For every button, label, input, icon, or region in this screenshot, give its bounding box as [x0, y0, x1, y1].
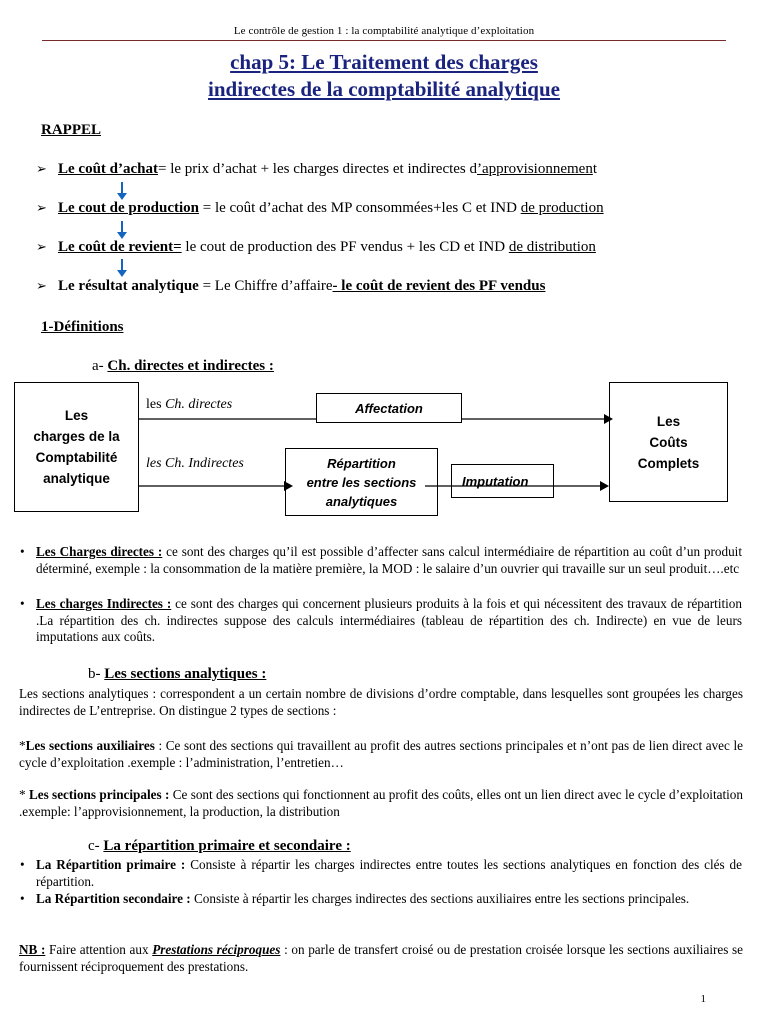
recap-text-underlined: - le coût de revient des PF vendus [332, 278, 546, 294]
box-line: charges de la [33, 429, 120, 444]
subsection-prefix: b- [88, 666, 105, 682]
box-imputation: Imputation [451, 464, 554, 498]
bullet-arrow-icon: ➢ [36, 239, 47, 254]
star-marker: * [19, 738, 26, 753]
box-line: Complets [637, 455, 700, 471]
bullet-text: Consiste à répartir les charges indirectes entre toutes les sections analytiques en fonction des clés de répartition. [36, 857, 742, 889]
box-line: entre les sections [306, 474, 417, 490]
text: : Ce sont des sections qui travaillent au profit des autres sections principales et n’ont pas de lien direct avec le cycle d’exploitation .exemple : l’administration, l’entretien… [19, 738, 744, 770]
label-prefix: les [146, 397, 166, 412]
chapter-title-line2: indirectes de la comptabilité analytique [208, 77, 560, 101]
box-line: analytiques [325, 493, 398, 509]
bullet-dot-icon: • [20, 891, 25, 906]
nb-text: Faire attention aux [45, 942, 153, 957]
recap-term: Le coût d’achat [58, 161, 158, 177]
running-header: Le contrôle de gestion 1 : la comptabilité analytique d’exploitation [233, 25, 535, 37]
box-line: Répartition [327, 455, 396, 471]
nb-emphasis: Prestations réciproques [152, 942, 281, 957]
nb-note [19, 942, 743, 975]
subsection-c-heading [88, 838, 351, 855]
chapter-title-line1: chap 5: Le Traitement des charges [230, 50, 538, 74]
recap-text: = Le Chiffre d’affaire [198, 278, 333, 294]
sections-principales [19, 787, 743, 820]
subsection-label: La répartition primaire et secondaire : [103, 838, 351, 854]
label-ch-indirectes: les Ch. Indirectes [146, 456, 244, 471]
bullet-term: Les charges Indirectes : [36, 596, 172, 611]
box-charges-comptabilite [14, 382, 139, 512]
bullet-term: La Répartition primaire : [36, 857, 186, 872]
label-italic: Ch. directes [165, 397, 233, 412]
recap-term: Le résultat analytique [58, 278, 199, 294]
bullet-dot-icon: • [20, 857, 25, 872]
box-line: Comptabilité [35, 450, 118, 465]
rappel-heading: RAPPEL [41, 122, 101, 138]
term: Les sections principales : [28, 787, 170, 802]
box-affectation: Affectation [316, 393, 462, 423]
bullet-dot-icon: • [20, 544, 25, 559]
recap-text-underlined: de distribution [508, 239, 596, 255]
subsection-prefix: c- [88, 838, 104, 854]
box-line: Les [656, 413, 681, 429]
box-line: analytique [43, 471, 110, 486]
bullet-term: La Répartition secondaire : [36, 891, 191, 906]
recap-text: = le coût d’achat des MP consommées+les C et IND [198, 200, 521, 216]
bullet-arrow-icon: ➢ [36, 200, 47, 215]
box-line: Les [64, 408, 89, 423]
box-repartition [285, 448, 438, 516]
recap-term: Le cout de production [58, 200, 199, 216]
text: Ce sont des sections qui fonctionnent au profit des coûts, elles ont un lien direct avec le cycle d’exploitation .exemple: l’approvisionnement, la production, la distribution [19, 787, 743, 819]
nb-label: NB : [19, 942, 46, 957]
star-marker: * [19, 787, 29, 802]
bullet-text: Consiste à répartir les charges indirectes des sections auxiliaires entre les sections principales. [190, 891, 690, 906]
definitions-heading: 1-Définitions [41, 319, 124, 335]
subsection-b-heading [88, 666, 266, 683]
subsection-prefix: a- [92, 358, 108, 374]
bullet-term: Les Charges directes : [36, 544, 163, 559]
sections-auxiliaires [19, 738, 743, 771]
bullet-arrow-icon: ➢ [36, 278, 47, 293]
recap-text-end: t [592, 161, 597, 177]
box-line: Coûts [649, 434, 688, 450]
recap-text: le cout de production des PF vendus + les CD et IND [181, 239, 509, 255]
recap-text-underlined: ’approvisionnemen [477, 161, 593, 177]
sections-intro: Les sections analytiques : correspondent a un certain nombre de divisions d’ordre comptable, dans lesquelles sont groupées les charges indirectes de L’entreprise. On distingue 2 types de sections : [19, 686, 743, 718]
box-couts-complets [609, 382, 728, 502]
bullet-text: ce sont des charges qu’il est possible d’affecter sans calcul intermédiaire de répartition au coût d’un produit déterminé, exemple : la consommation de la matière première, la MOD : le salaire d’un ouvrier qui travaille sur un seul produit….etc [36, 544, 742, 576]
label-ch-directes [146, 397, 232, 413]
term: Les sections auxiliaires [25, 738, 155, 753]
subsection-label: Les sections analytiques : [104, 666, 267, 682]
bullet-arrow-icon: ➢ [36, 161, 47, 176]
bullet-text: ce sont des charges qui concernent plusieurs produits à la fois et qui nécessitent des travaux de répartition .La répartition des ch. indirectes suppose des calculs intermédiaires (tableau de répartition des ch. Indirecte) en vue de leurs imputations aux coûts. [36, 596, 742, 644]
recap-text: = le prix d’achat + les charges directes et indirectes d [158, 161, 478, 177]
page-number: 1 [700, 993, 706, 1005]
nb-text-end: : on parle de transfert croisé ou de prestation croisée lorsque les sections auxiliaires se fournissent réciproquement des prestations. [19, 942, 743, 974]
subsection-label: Ch. directes et indirectes : [107, 358, 274, 374]
bullet-dot-icon: • [20, 596, 25, 611]
recap-term: Le coût de revient= [58, 239, 182, 255]
recap-text-underlined: de production [520, 200, 604, 216]
